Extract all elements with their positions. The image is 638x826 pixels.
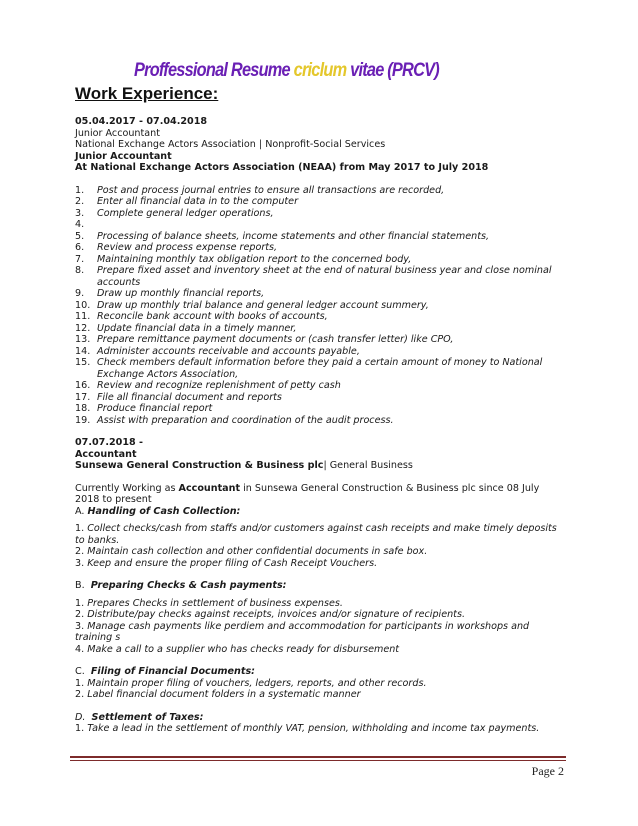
duty-item: [75, 185, 563, 197]
duty-text: Produce financial report: [97, 403, 213, 414]
title-part-1: Proffessional Resume: [134, 60, 290, 81]
duty-item: [75, 196, 563, 208]
document-title: [134, 60, 439, 82]
job1-dates: 05.04.2017 - 07.04.2018: [75, 116, 208, 127]
job2-role: Accountant: [75, 448, 137, 460]
duty-text: Review and recognize replenishment of petty cash: [97, 380, 341, 391]
duty-number: 7.: [75, 253, 85, 265]
section-title: Handling of Cash Collection:: [87, 505, 241, 517]
title-part-2: criclum: [293, 60, 347, 81]
duty-text-continued: Exchange Actors Association,: [97, 368, 239, 380]
task-item: [75, 598, 563, 610]
task-text: Collect checks/cash from staffs and/or customers against cash receipts and make timely deposits to banks.: [75, 523, 557, 546]
duty-text: Assist with preparation and coordination of the audit process.: [97, 414, 394, 426]
task-text: Maintain cash collection and other confidential documents in safe box.: [87, 546, 428, 557]
section-b-heading: [75, 580, 563, 592]
task-item: [75, 689, 563, 701]
task-number: 3.: [75, 557, 85, 569]
duty-number: 18.: [75, 403, 91, 414]
job2-employer-name: Sunsewa General Construction & Business plc: [75, 460, 324, 471]
task-text: Label financial document folders in a systematic manner: [87, 689, 361, 700]
duty-number: 2.: [75, 196, 85, 207]
section-title: Preparing Checks & Cash payments:: [90, 580, 287, 591]
duty-number: 10.: [75, 299, 91, 311]
job1-employer: National Exchange Actors Association | Nonprofit-Social Services: [75, 139, 386, 150]
duty-text: Processing of balance sheets, income statements and other financial statements,: [97, 230, 490, 242]
task-text: Manage cash payments like perdiem and accommodation for participants in workshops and training s: [75, 620, 530, 643]
task-item: [75, 546, 563, 558]
task-text: Make a call to a supplier who has checks ready for disbursement: [87, 643, 400, 655]
task-text: Take a lead in the settlement of monthly VAT, pension, withholding and income tax payments.: [87, 723, 540, 734]
task-number: 1.: [75, 597, 85, 609]
job2-employer: [75, 460, 563, 472]
duty-number: 11.: [75, 311, 91, 322]
task-item: [75, 644, 563, 656]
current-pre: Currently Working as: [75, 482, 179, 494]
section-letter: D.: [75, 711, 86, 723]
task-text: Distribute/pay checks against receipts, invoices and/or signature of recipients.: [87, 609, 465, 620]
task-number: 2.: [75, 689, 85, 700]
current-role: Accountant: [178, 482, 241, 494]
duty-item: [75, 208, 563, 220]
task-item: [75, 558, 563, 570]
duty-item: [75, 334, 563, 346]
duty-number: 15.: [75, 357, 91, 368]
duty-number: 16.: [75, 380, 91, 391]
duty-text: Complete general ledger operations,: [97, 207, 274, 219]
task-text: Keep and ensure the proper filing of Cash Receipt Vouchers.: [87, 557, 378, 569]
duty-item: [75, 346, 563, 358]
title-part-3: vitae (PRCV): [350, 60, 439, 81]
duty-text: [97, 219, 100, 230]
duty-text: File all financial document and reports: [97, 391, 282, 403]
duty-number: 5.: [75, 230, 85, 242]
task-number: 3.: [75, 620, 85, 632]
task-number: 2.: [75, 609, 85, 620]
task-item: [75, 609, 563, 621]
duty-text: Review and process expense reports,: [97, 242, 278, 253]
task-number: 1.: [75, 677, 85, 689]
duty-item: [75, 415, 563, 427]
job2-employer-type: General Business: [326, 460, 413, 471]
job1-role-plain: Junior Accountant: [75, 127, 160, 139]
footer-rule-thin: [70, 760, 566, 761]
duty-text: Prepare fixed asset and inventory sheet at the end of natural business year and close nominal: [97, 265, 552, 276]
task-number: 2.: [75, 546, 85, 557]
duty-item: [75, 242, 563, 254]
task-number: 1.: [75, 523, 85, 534]
duty-text: Draw up monthly trial balance and general ledger account summery,: [97, 299, 429, 311]
page-number: Page 2: [531, 764, 564, 778]
section-d-heading: [75, 712, 563, 724]
job1-role-bold: Junior Accountant: [75, 150, 172, 162]
duty-number: 8.: [75, 265, 85, 276]
duty-number: 17.: [75, 391, 91, 403]
section-letter: B.: [75, 580, 85, 591]
current-post: in Sunsewa General Construction & Business plc since 08 July 2018 to present: [75, 482, 540, 505]
duty-item: [75, 231, 563, 243]
section-letter: A.: [75, 505, 85, 517]
section-letter: C.: [75, 666, 85, 677]
job1-duties-list: [75, 185, 563, 427]
duty-text: Draw up monthly financial reports,: [97, 288, 265, 299]
duty-item: [75, 357, 563, 380]
duty-item: [75, 403, 563, 415]
duty-text: Reconcile bank account with books of accounts,: [97, 311, 328, 322]
section-title: Settlement of Taxes:: [91, 711, 204, 723]
task-item: [75, 723, 563, 735]
task-item: [75, 621, 563, 644]
duty-text: Prepare remittance payment documents or (cash transfer letter) like CPO,: [97, 334, 454, 345]
duty-text-continued: accounts: [97, 276, 141, 288]
task-text: Prepares Checks in settlement of business expenses.: [87, 597, 343, 609]
duty-text: Check members default information before they paid a certain amount of money to National: [97, 357, 543, 368]
task-item: [75, 523, 563, 546]
duty-number: 1.: [75, 184, 85, 196]
job2-employer-separator: |: [323, 460, 327, 471]
job2-current-statement: [75, 483, 563, 506]
duty-item: [75, 254, 563, 266]
task-text: Maintain proper filing of vouchers, ledgers, reports, and other records.: [87, 677, 427, 689]
task-number: 1.: [75, 723, 85, 734]
duty-text: Administer accounts receivable and accounts payable,: [97, 345, 360, 357]
job2-dates: 07.07.2018 -: [75, 437, 144, 448]
duty-item: [75, 380, 563, 392]
task-item: [75, 678, 563, 690]
section-a-heading: [75, 506, 563, 518]
duty-number: 12.: [75, 322, 91, 334]
duty-number: 14.: [75, 345, 91, 357]
section-heading-work-experience: Work Experience:: [75, 84, 219, 103]
duty-item: [75, 300, 563, 312]
duty-item: [75, 323, 563, 335]
duty-text: Maintaining monthly tax obligation report to the concerned body,: [97, 253, 412, 265]
duty-number: 9.: [75, 288, 85, 299]
duty-number: 13.: [75, 334, 91, 345]
duty-item: [75, 311, 563, 323]
section-title: Filing of Financial Documents:: [90, 666, 256, 677]
duty-number: 19.: [75, 414, 91, 426]
duty-number: 3.: [75, 207, 85, 219]
duty-text: Post and process journal entries to ensure all transactions are recorded,: [97, 184, 445, 196]
job1-summary: At National Exchange Actors Association (NEAA) from May 2017 to July 2018: [75, 162, 489, 173]
duty-item: [75, 288, 563, 300]
duty-text: Update financial data in a timely manner,: [97, 322, 297, 334]
duty-text: Enter all financial data in to the computer: [97, 196, 299, 207]
duty-item: [75, 392, 563, 404]
duty-number: 4.: [75, 219, 85, 230]
task-number: 4.: [75, 643, 85, 655]
footer-rule-thick: [70, 756, 566, 758]
section-c-heading: [75, 666, 563, 678]
duty-number: 6.: [75, 242, 85, 253]
duty-item: [75, 219, 563, 231]
work-experience-body: [75, 116, 563, 735]
duty-item: [75, 265, 563, 288]
